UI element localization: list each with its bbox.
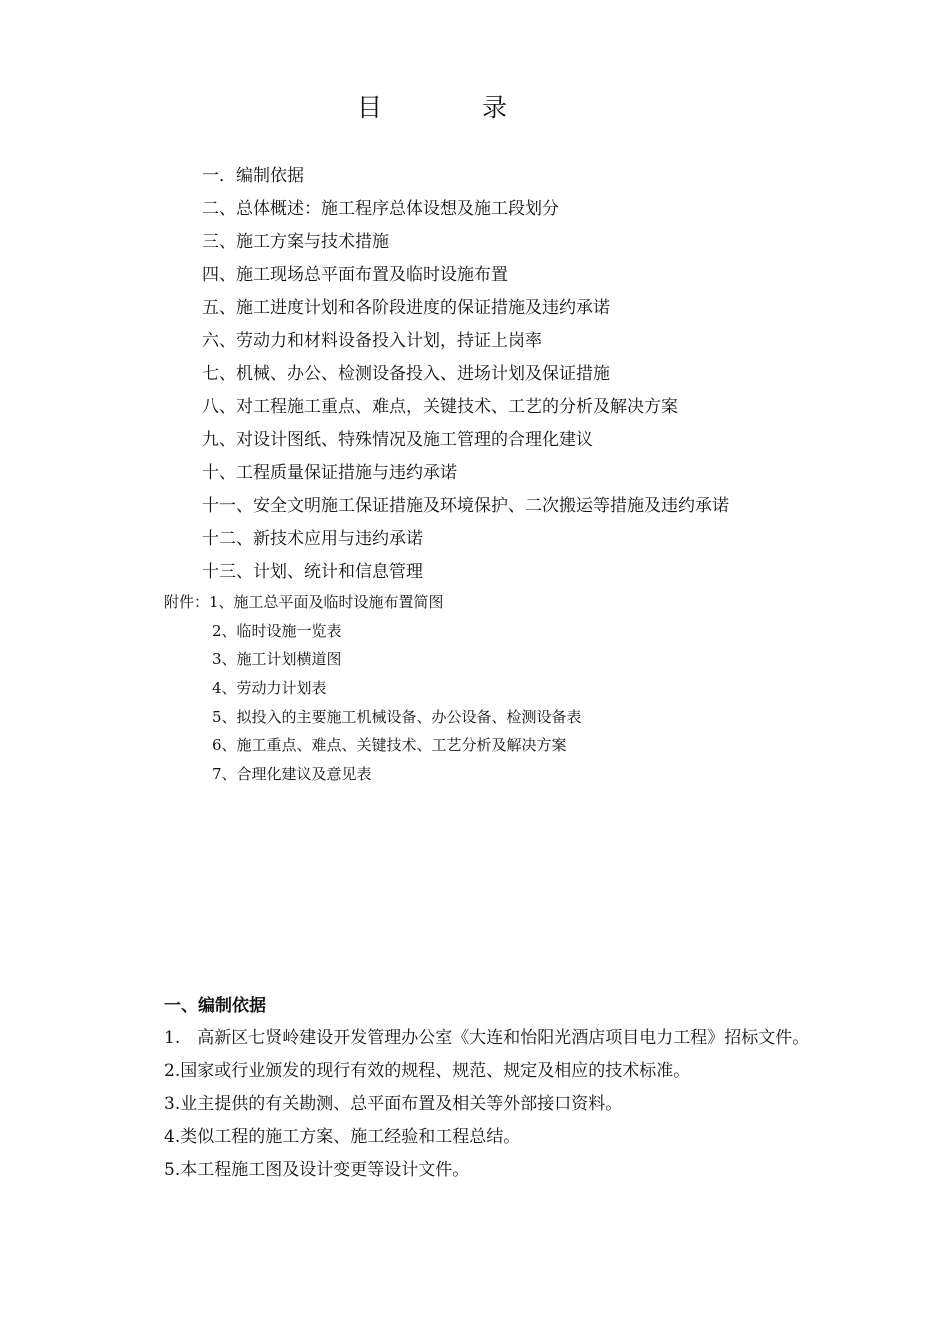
appendix-list: [164, 588, 884, 789]
toc-item[interactable]: 一．编制依据: [202, 166, 304, 186]
toc-item[interactable]: 十一、安全文明施工保证措施及环境保护、二次搬运等措施及违约承诺: [202, 496, 729, 516]
toc-item[interactable]: 九、对设计图纸、特殊情况及施工管理的合理化建议: [202, 430, 593, 450]
toc-item[interactable]: 十、工程质量保证措施与违约承诺: [202, 463, 457, 483]
page-title: 目 录: [357, 93, 553, 122]
paragraph: 2.国家或行业颁发的现行有效的规程、规范、规定及相应的技术标准。: [164, 1061, 691, 1081]
appendix-item[interactable]: [164, 588, 884, 617]
appendix-item[interactable]: 3、施工计划横道图: [212, 650, 342, 669]
toc-item[interactable]: 二、总体概述：施工程序总体设想及施工段划分: [202, 199, 559, 219]
toc-item[interactable]: 八、对工程施工重点、难点，关键技术、工艺的分析及解决方案: [202, 397, 678, 417]
table-of-contents: [202, 160, 922, 589]
toc-item[interactable]: 六、劳动力和材料设备投入计划，持证上岗率: [202, 331, 542, 351]
paragraph: 4.类似工程的施工方案、施工经验和工程总结。: [164, 1127, 521, 1147]
appendix-item[interactable]: 6、施工重点、难点、关键技术、工艺分析及解决方案: [212, 736, 567, 755]
appendix-prefix: 附件：: [164, 593, 210, 611]
toc-item[interactable]: 七、机械、办公、检测设备投入、进场计划及保证措施: [202, 364, 610, 384]
toc-item[interactable]: 十三、计划、统计和信息管理: [202, 562, 423, 582]
appendix-item[interactable]: 5、拟投入的主要施工机械设备、办公设备、检测设备表: [212, 707, 582, 726]
toc-item[interactable]: 三、施工方案与技术措施: [202, 232, 389, 252]
paragraph: 3.业主提供的有关勘测、总平面布置及相关等外部接口资料。: [164, 1094, 623, 1114]
appendix-item[interactable]: 2、临时设施一览表: [212, 621, 342, 640]
toc-item[interactable]: 十二、新技术应用与违约承诺: [202, 529, 423, 549]
section-heading: 一、编制依据: [164, 996, 266, 1016]
section-basis: [164, 990, 834, 1187]
appendix-item-label: 1、施工总平面及临时设施布置简图: [209, 593, 444, 611]
toc-item[interactable]: 四、施工现场总平面布置及临时设施布置: [202, 265, 508, 285]
appendix-item[interactable]: 4、劳动力计划表: [212, 679, 327, 698]
appendix-item[interactable]: 7、合理化建议及意见表: [212, 765, 372, 784]
paragraph: 1. 高新区七贤岭建设开发管理办公室《大连和怡阳光酒店项目电力工程》招标文件。: [164, 1028, 810, 1048]
toc-item[interactable]: 五、施工进度计划和各阶段进度的保证措施及违约承诺: [202, 298, 610, 318]
paragraph: 5.本工程施工图及设计变更等设计文件。: [164, 1160, 470, 1180]
